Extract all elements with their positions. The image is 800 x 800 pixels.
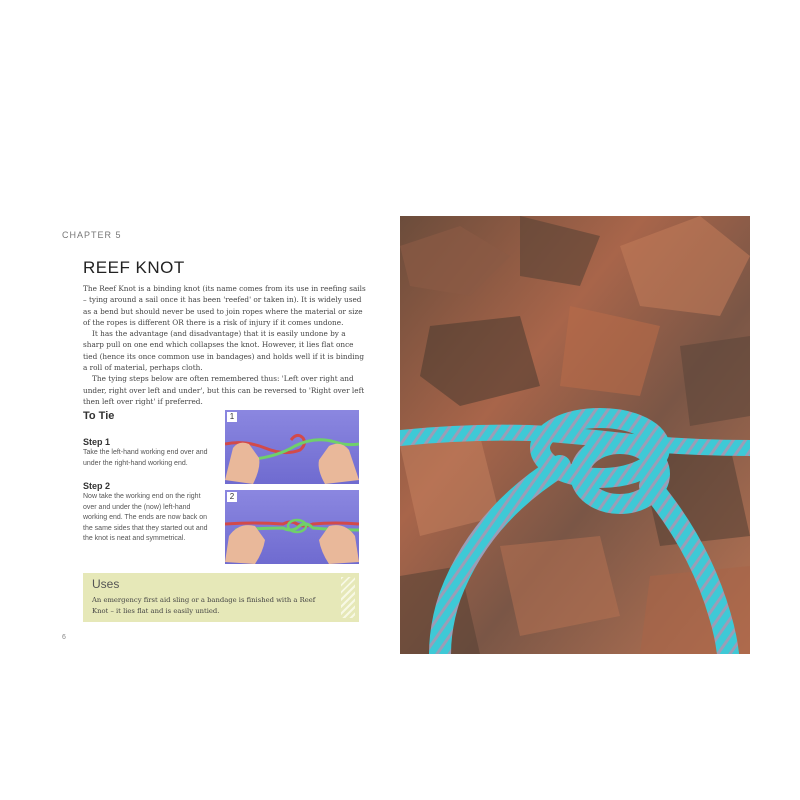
step-1-illustration bbox=[225, 410, 359, 484]
step-2-illustration bbox=[225, 490, 359, 564]
step-heading: Step 2 bbox=[83, 481, 111, 491]
uses-title: Uses bbox=[92, 577, 120, 591]
reef-knot-photo bbox=[400, 216, 750, 654]
reef-knot-photo-illustration bbox=[400, 216, 750, 654]
step-number-badge: 2 bbox=[227, 492, 237, 502]
uses-body: An emergency first aid sling or a bandage is finished with a Reef Knot – it lies flat and is easily untied. bbox=[92, 596, 316, 615]
intro-paragraph: The Reef Knot is a binding knot (its name comes from its use in reefing sails – tying around a sail once it has been 'reefed' or taken in). It is widely used as a bend but should never be used to join ropes where the material or size of the ropes is different OR there is a risk of injury if it comes undone. bbox=[83, 284, 366, 327]
step-heading: Step 1 bbox=[83, 437, 111, 447]
chapter-label: CHAPTER 5 bbox=[62, 230, 122, 240]
uses-panel bbox=[83, 573, 359, 622]
intro-paragraph: The tying steps below are often remembered thus: 'Left over right and under, right over left and under', but this can be reversed to 'Right over left then left over right' if preferred. bbox=[83, 374, 365, 406]
page-number: 6 bbox=[62, 634, 66, 641]
page-title: REEF KNOT bbox=[83, 258, 185, 277]
step-body: Now take the working end on the right over and under the (now) left-hand working end. The ends are now back on the same sides that they started out and the knot is neat and symmetrical. bbox=[83, 493, 208, 542]
intro-text bbox=[83, 283, 366, 407]
uses-stripes-decoration bbox=[341, 577, 355, 618]
step-number-badge: 1 bbox=[227, 412, 237, 422]
step-2 bbox=[83, 481, 215, 545]
to-tie-heading: To Tie bbox=[83, 410, 115, 422]
intro-paragraph: It has the advantage (and disadvantage) that it is easily undone by a sharp pull on one end which collapses the knot. However, it lies flat once tied (hence its once common use in bandages) and holds well if it is binding a roll of material, perhaps cloth. bbox=[83, 329, 364, 373]
step-1-photo bbox=[225, 410, 359, 484]
step-2-photo bbox=[225, 490, 359, 564]
step-1 bbox=[83, 437, 215, 469]
step-body: Take the left-hand working end over and under the right-hand working end. bbox=[83, 449, 208, 467]
